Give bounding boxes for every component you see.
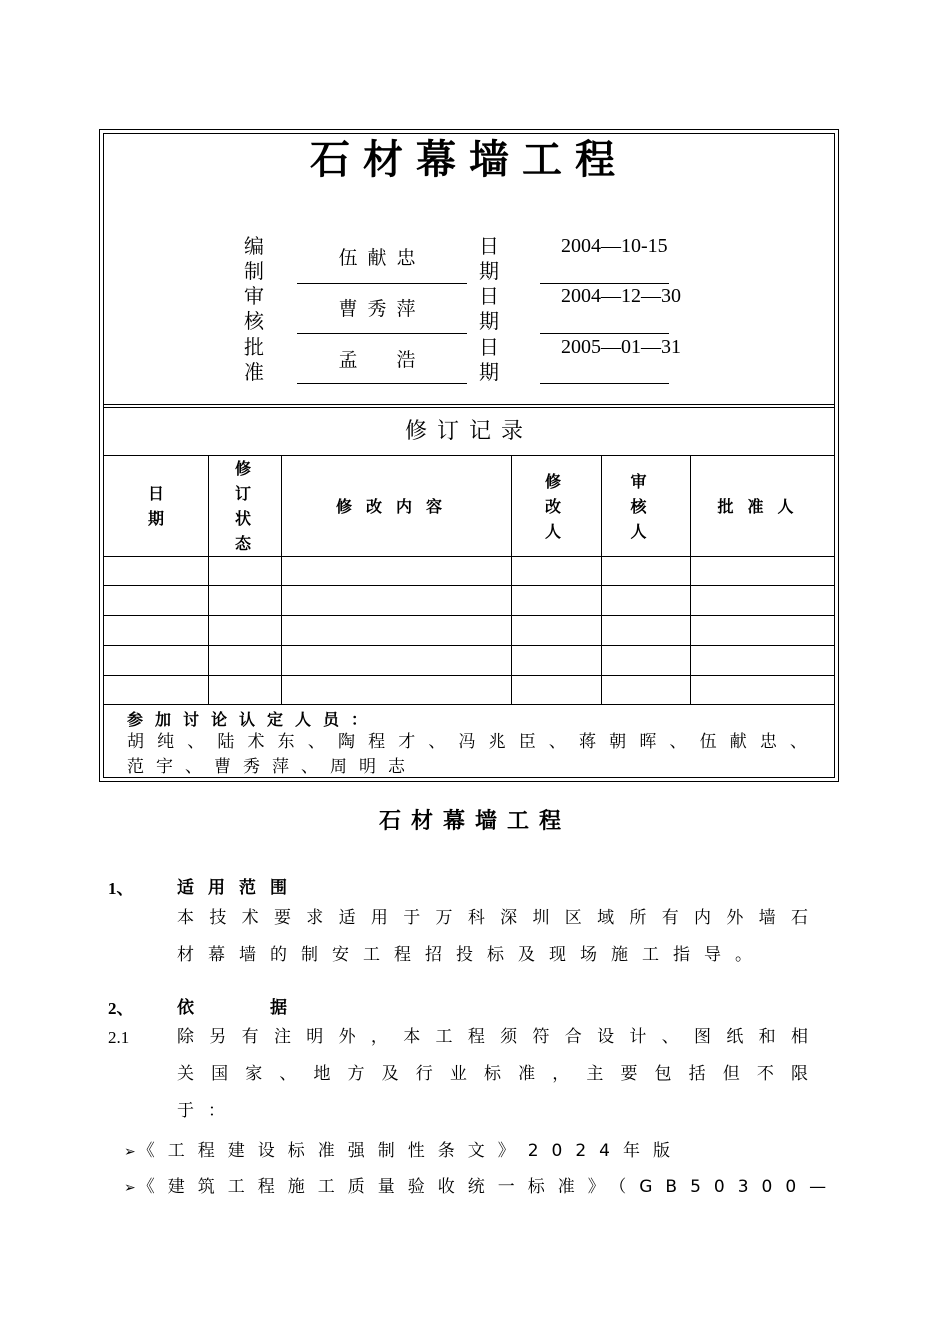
standard-list-item: [124, 1172, 839, 1197]
section-2-number: 2、: [108, 999, 134, 1018]
header-change-content: 修改内容: [335, 496, 456, 516]
table-rule: [103, 704, 835, 705]
name-underline: [297, 383, 467, 384]
date-label: 日期: [479, 284, 499, 333]
divider-line: [103, 404, 835, 405]
participants-list: 胡纯、陆术东、陶程才、冯兆臣、蒋朝晖、伍献忠、范宇、曹秀萍、周明志: [127, 732, 819, 777]
participants-label: 参加讨论认定人员：: [127, 710, 380, 729]
date-label: 日期: [479, 234, 499, 283]
section-1-number: 1、: [108, 879, 134, 898]
table-rule: [103, 675, 835, 676]
table-rule: [103, 585, 835, 586]
person-name: 孟 浩: [338, 349, 426, 371]
person-name: 曹秀萍: [338, 298, 426, 320]
header-modifier: 修改人: [544, 471, 561, 541]
header-approver: 批准人: [717, 496, 808, 516]
table-column-rule: [511, 455, 512, 704]
section-2-heading: 依 据: [177, 998, 301, 1018]
name-underline: [297, 333, 467, 334]
date-underline: [540, 383, 669, 384]
revision-title: 修订记录: [404, 419, 533, 444]
role-label: 批准: [244, 335, 264, 384]
section-1-text: 本技术要求适用于万科深圳区域所有内外墙石材幕墙的制安工程招投标及现场施工指导。: [177, 908, 822, 965]
role-label: 编制: [244, 234, 264, 283]
header-reviewer: 审核人: [630, 471, 661, 541]
table-rule: [103, 645, 835, 646]
date-value: 2004—12—30: [561, 285, 681, 307]
divider-line: [103, 407, 835, 408]
date-label: 日期: [479, 335, 499, 384]
date-value: 2004—10-15: [561, 235, 668, 257]
table-rule: [103, 556, 835, 557]
table-rule: [103, 615, 835, 616]
header-date: 日期: [147, 484, 164, 528]
role-label: 审核: [244, 284, 264, 333]
section-title: 石材幕墙工程: [378, 809, 571, 834]
name-underline: [297, 283, 467, 284]
date-underline: [540, 333, 669, 334]
arrow-bullet-icon: ➢: [124, 1180, 138, 1196]
standard-list-item: [124, 1136, 683, 1161]
list-item-text: 《工程建设标准强制性条文》2024年版: [137, 1141, 683, 1161]
clause-2-1-text: 除另有注明外，本工程须符合设计、图纸和相关国家、地方及行业标准，主要包括但不限于：: [177, 1027, 822, 1121]
list-item-text: 《建筑工程施工质量验收统一标准》（GB50300—: [137, 1177, 840, 1197]
cover-title: 石材幕墙工程: [310, 137, 628, 183]
arrow-bullet-icon: ➢: [124, 1144, 138, 1160]
section-1-heading: 适用范围: [177, 878, 301, 898]
clause-2-1-number: 2.1: [108, 1028, 130, 1047]
person-name: 伍献忠: [338, 247, 426, 269]
table-column-rule: [208, 455, 209, 704]
date-value: 2005—01—31: [561, 336, 681, 358]
header-revision-status: 修订状态: [234, 459, 251, 553]
